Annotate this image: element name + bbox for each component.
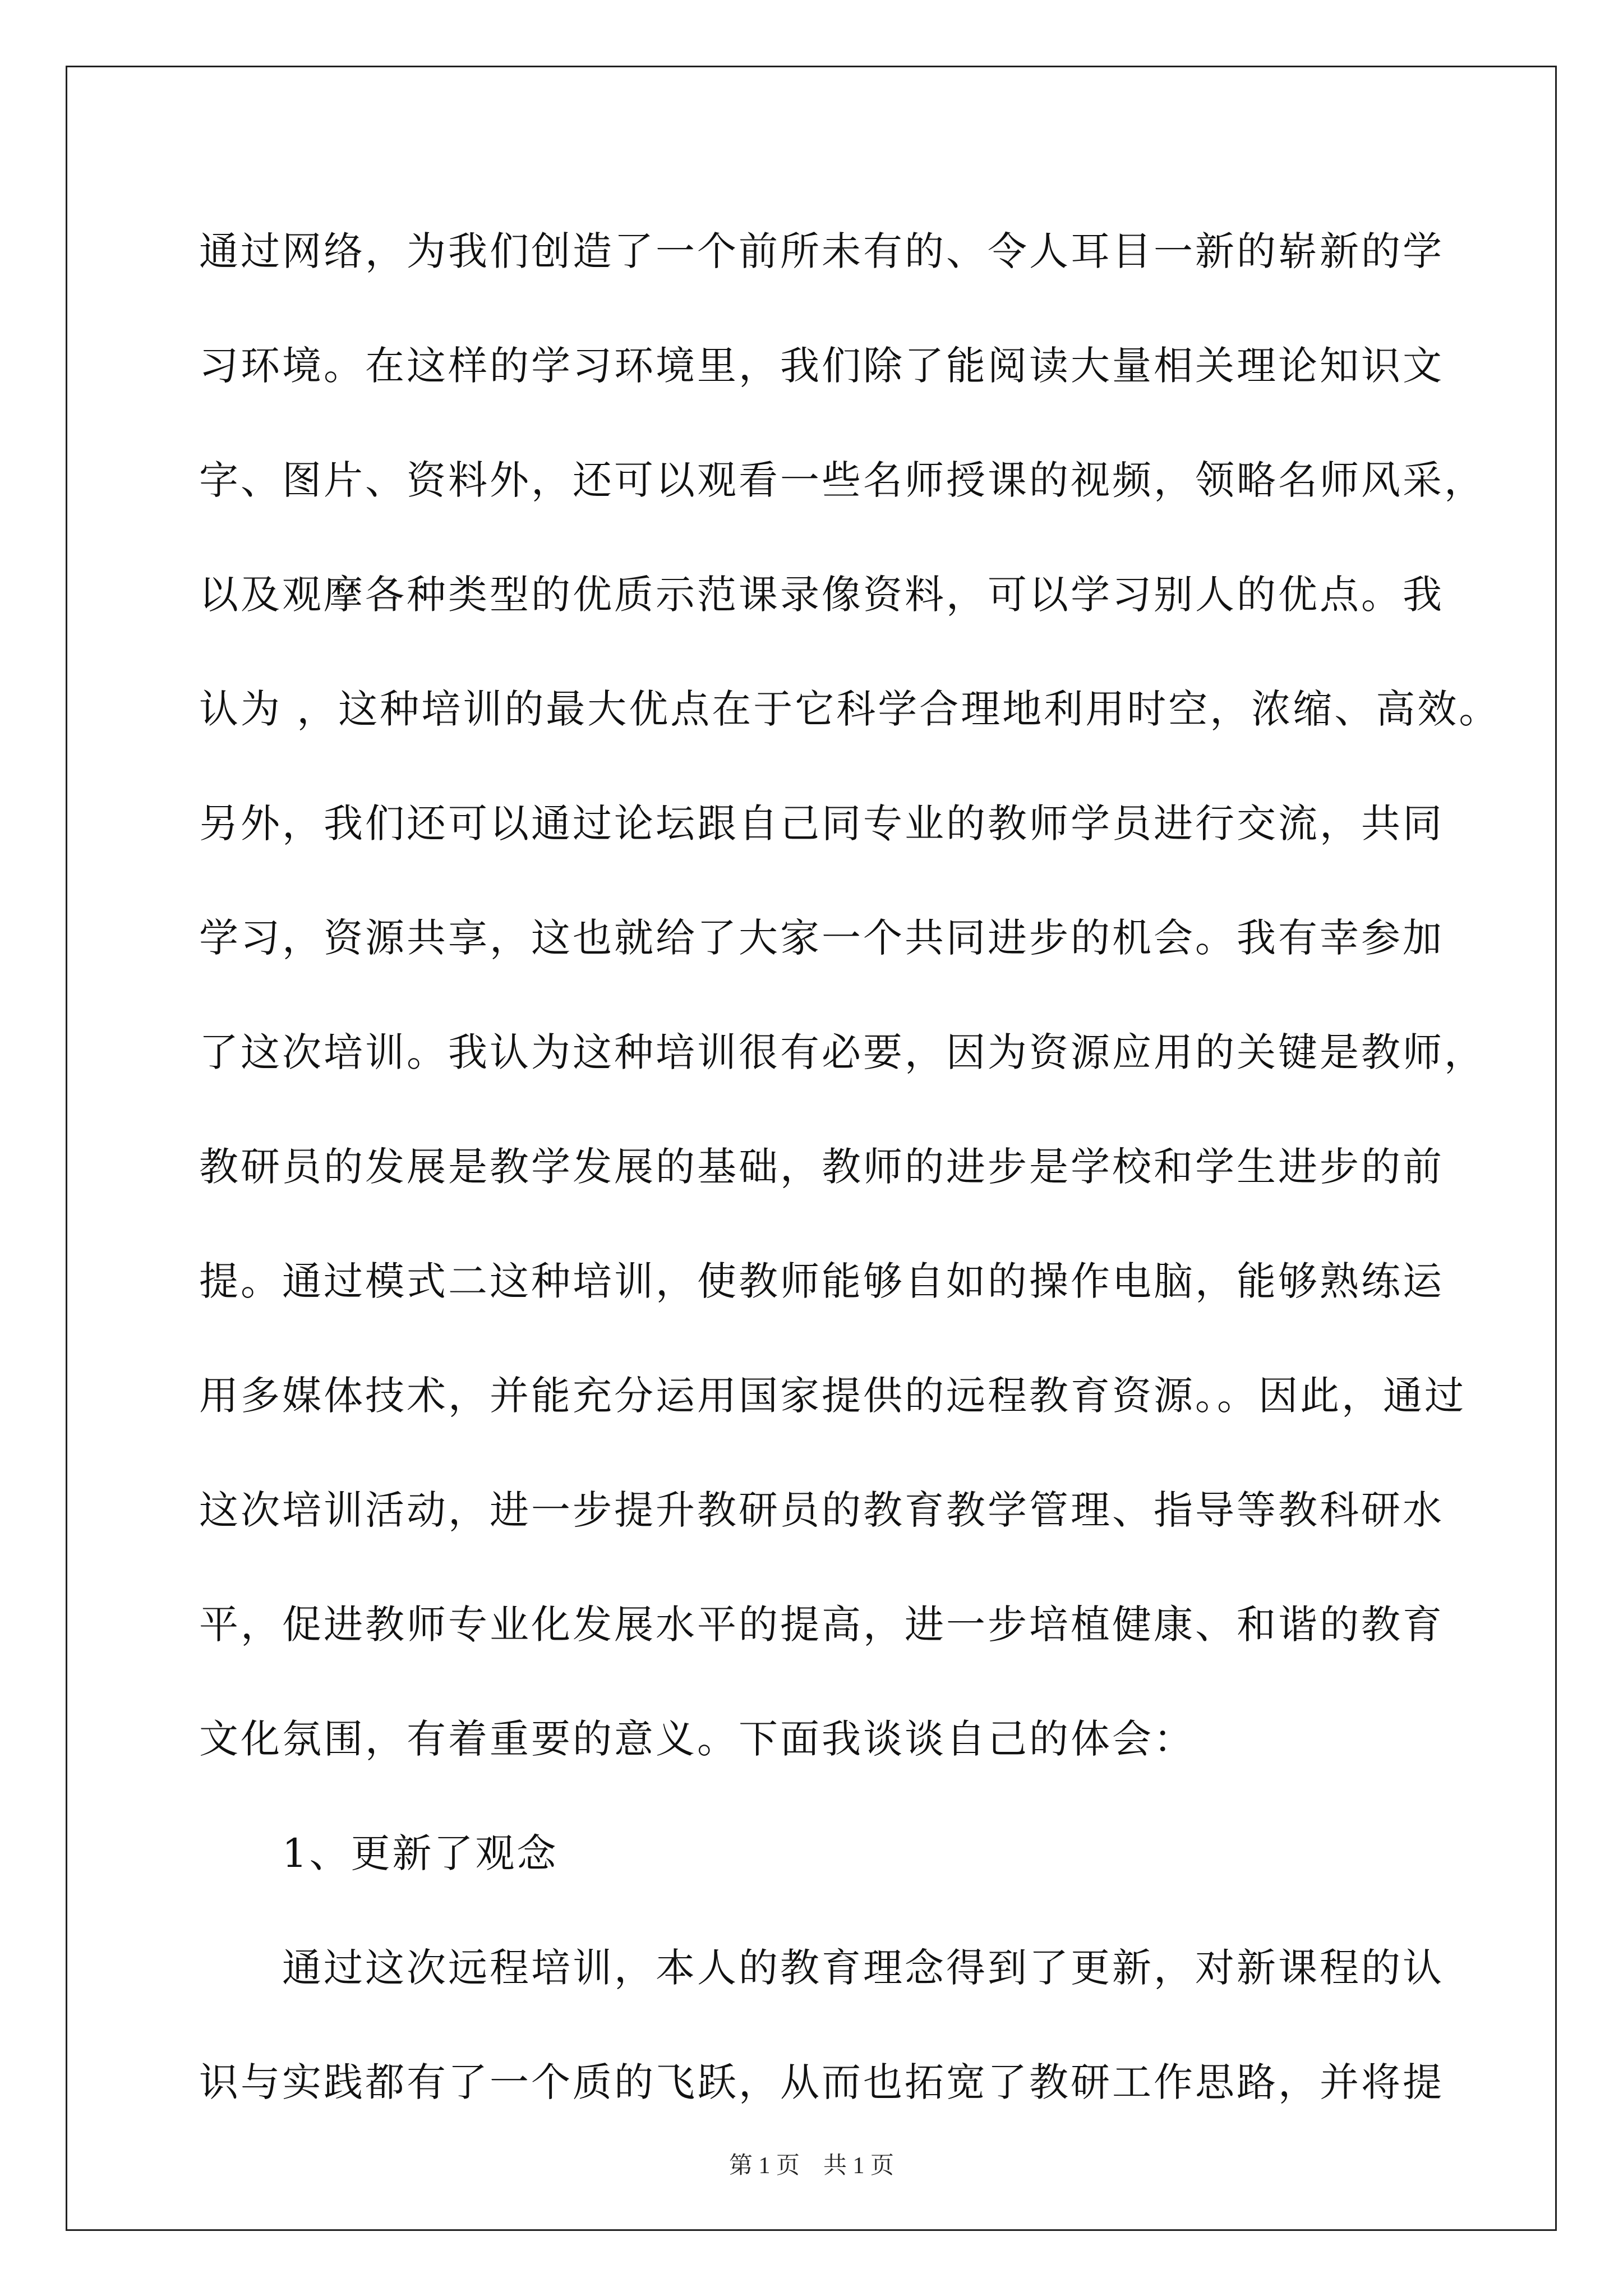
text-line: 这次培训活动，进一步提升教研员的教育教学管理、指导等教科研水 <box>199 1487 1444 1533</box>
text-line: 通过这次远程培训，本人的教育理念得到了更新，对新课程的认 <box>282 1945 1444 1991</box>
text-line: 教研员的发展是教学发展的基础，教师的进步是学校和学生进步的前 <box>199 1144 1444 1190</box>
text-line: 提。通过模式二这种培训，使教师能够自如的操作电脑，能够熟练运 <box>199 1258 1444 1304</box>
text-line: 文化氛围，有着重要的意义。下面我谈谈自己的体会： <box>199 1716 1195 1762</box>
text-line: 了这次培训。我认为这种培训很有必要，因为资源应用的关键是教师， <box>199 1029 1486 1075</box>
text-line: 学习，资源共享，这也就给了大家一个共同进步的机会。我有幸参加 <box>199 915 1444 961</box>
section-heading: 1、更新了观念 <box>282 1830 559 1876</box>
text-line: 另外，我们还可以通过论坛跟自己同专业的教师学员进行交流，共同 <box>199 800 1444 846</box>
text-line: 习环境。在这样的学习环境里，我们除了能阅读大量相关理论知识文 <box>199 343 1444 389</box>
text-line: 识与实践都有了一个质的飞跃，从而也拓宽了教研工作思路，并将提 <box>199 2059 1444 2105</box>
text-line: 以及观摩各种类型的优质示范课录像资料，可以学习别人的优点。我 <box>199 572 1444 618</box>
document-body <box>199 218 1501 2163</box>
page-number-footer: 第 1 页 共 1 页 <box>728 2153 894 2179</box>
text-line: 平，促进教师专业化发展水平的提高，进一步培植健康、和谐的教育 <box>199 1602 1444 1648</box>
text-line: 通过网络，为我们创造了一个前所未有的、令人耳目一新的崭新的学 <box>199 228 1444 274</box>
text-line: 字、图片、资料外，还可以观看一些名师授课的视频，领略名师风采， <box>199 457 1486 503</box>
text-line: 认为 ，这种培训的最大优点在于它科学合理地利用时空，浓缩、高效。 <box>199 686 1501 732</box>
text-line: 用多媒体技术，并能充分运用国家提供的远程教育资源。。因此，通过 <box>199 1373 1466 1419</box>
